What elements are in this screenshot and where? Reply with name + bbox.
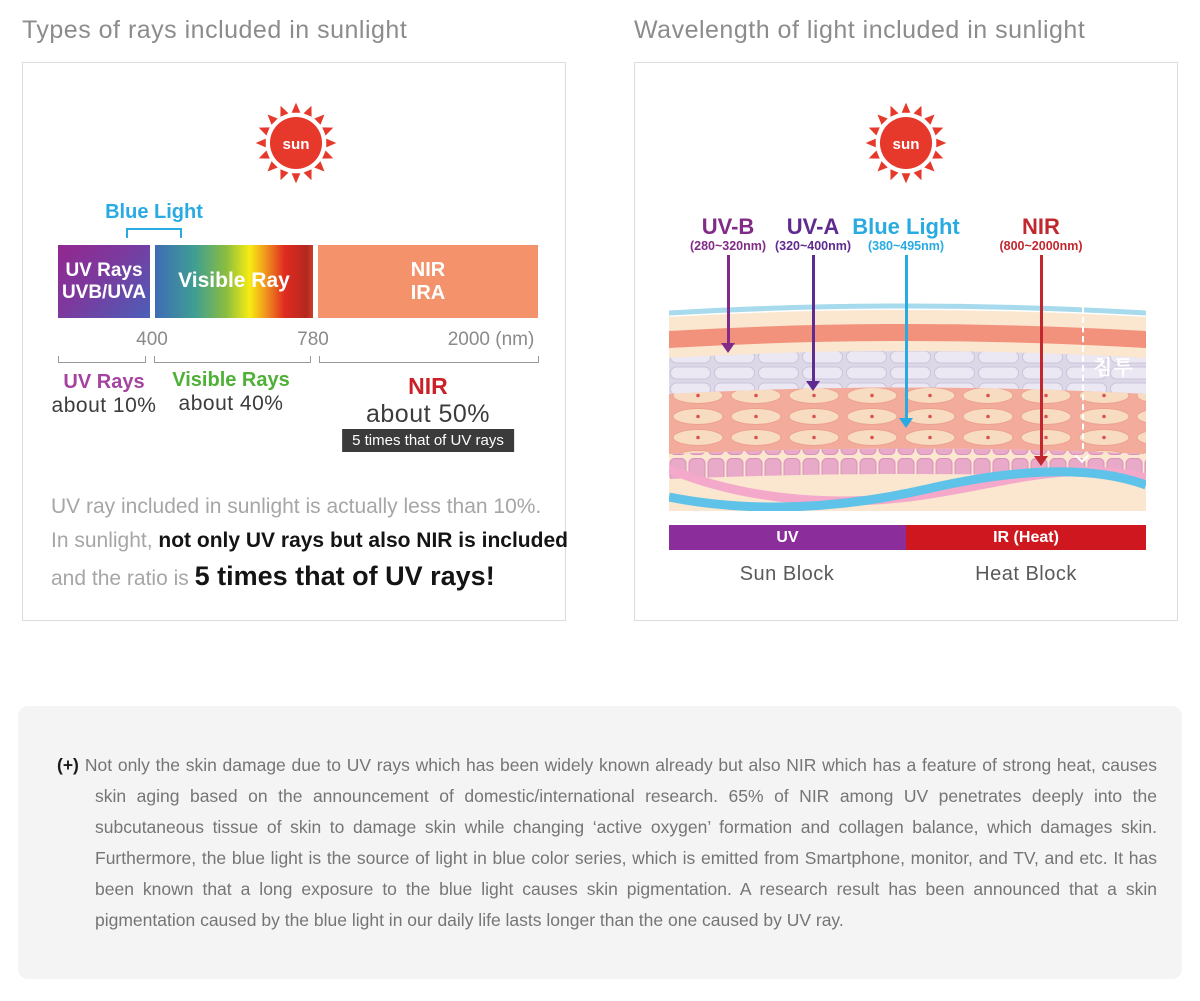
message-line2-gray: In sunlight, — [51, 529, 159, 552]
nir-badge: 5 times that of UV rays — [342, 429, 514, 452]
right-panel-title: Wavelength of light included in sunlight — [634, 16, 1086, 44]
uvb-arrow — [727, 255, 730, 343]
visible-segment-label: Visible Ray — [178, 269, 290, 293]
uv-bar: UV — [669, 525, 906, 550]
range-line-visible — [154, 356, 311, 363]
spectrum-segment-uv — [58, 245, 150, 318]
footnote-paragraph — [57, 750, 1157, 936]
uva-arrow — [812, 255, 815, 381]
tick-400: 400 — [136, 329, 168, 350]
range-line-uv — [58, 356, 146, 363]
sun-icon — [254, 101, 338, 185]
penetration-label: 침투 — [1093, 357, 1134, 379]
tick-2000nm: 2000 (nm) — [447, 329, 535, 350]
nir-segment-line1: NIR — [410, 258, 446, 281]
sun-icon — [864, 101, 948, 185]
share-nir — [366, 373, 490, 429]
sun-label: sun — [892, 135, 920, 153]
wavelength-panel — [634, 62, 1178, 621]
uv-segment-line2: UVB/UVA — [61, 281, 147, 303]
nir-name: NIR — [1022, 214, 1060, 239]
sun-label: sun — [282, 135, 310, 153]
heat-block-caption: Heat Block — [975, 563, 1077, 585]
types-of-rays-panel — [22, 62, 566, 621]
blue-light-bracket — [126, 228, 182, 238]
skin-cross-section-illustration — [669, 301, 1146, 511]
message-line-2 — [51, 529, 568, 553]
bluelight-arrow — [905, 255, 908, 418]
message-line3-bold: 5 times that of UV rays! — [194, 561, 495, 591]
left-panel-title: Types of rays included in sunlight — [22, 16, 408, 44]
blue-light-label: Blue Light — [105, 201, 203, 223]
message-line2-bold: not only UV rays but also NIR is included — [158, 529, 568, 552]
sun-block-caption: Sun Block — [739, 563, 835, 585]
range-line-nir — [319, 356, 539, 363]
message-line-1: UV ray included in sunlight is actually less than 10%. — [51, 495, 542, 518]
nir-arrow — [1040, 255, 1043, 456]
ray-label-nir — [971, 215, 1111, 253]
spectrum-segment-nir — [318, 245, 538, 318]
ray-label-bluelight — [836, 215, 976, 253]
uvb-name: UV-B — [701, 214, 755, 239]
share-uv-value: about 10% — [51, 394, 157, 417]
nir-range: (800~2000nm) — [999, 239, 1083, 254]
share-nir-name: NIR — [408, 373, 448, 399]
share-visible-value: about 40% — [178, 392, 284, 415]
uva-range: (320~400nm) — [774, 239, 852, 254]
footnote-text: Not only the skin damage due to UV rays which has been widely known already but also NIR which has a feature of strong heat, causes skin aging based on the announcement of domestic/international research. 65% of NIR among UV penetrates deeply into the subcutaneous tissue of skin to damage skin while changing ‘active oxygen’ formation and collagen balance, which damages skin. Furthermore, the blue light is the source of light in blue color series, which is emitted from Smartphone, monitor, and TV, and etc. It has been known that a long exposure to the blue light causes skin pigmentation. A research result has been announced that a skin pigmentation caused by the blue light in our daily life lasts longer than the one caused by UV ray. — [84, 755, 1157, 930]
penetration-dashed-line — [1082, 307, 1084, 449]
footnote-marker: (+) — [57, 755, 79, 775]
share-visible — [172, 369, 289, 416]
uva-name: UV-A — [786, 214, 840, 239]
share-uv-name: UV Rays — [63, 371, 145, 393]
share-visible-name: Visible Rays — [172, 369, 290, 391]
footnote-box — [18, 706, 1182, 979]
uv-segment-line1: UV Rays — [65, 259, 143, 281]
bluelight-name: Blue Light — [852, 214, 960, 239]
ir-heat-bar: IR (Heat) — [906, 525, 1146, 550]
message-line3-gray: and the ratio is — [51, 567, 195, 590]
share-uv — [52, 371, 157, 418]
spectrum-segment-visible — [155, 245, 313, 318]
bluelight-range: (380~495nm) — [867, 239, 945, 254]
nir-segment-line2: IRA — [410, 281, 446, 304]
uvb-range: (280~320nm) — [689, 239, 767, 254]
share-nir-value: about 50% — [365, 400, 491, 428]
message-line-3 — [51, 561, 495, 592]
tick-780: 780 — [297, 329, 329, 350]
